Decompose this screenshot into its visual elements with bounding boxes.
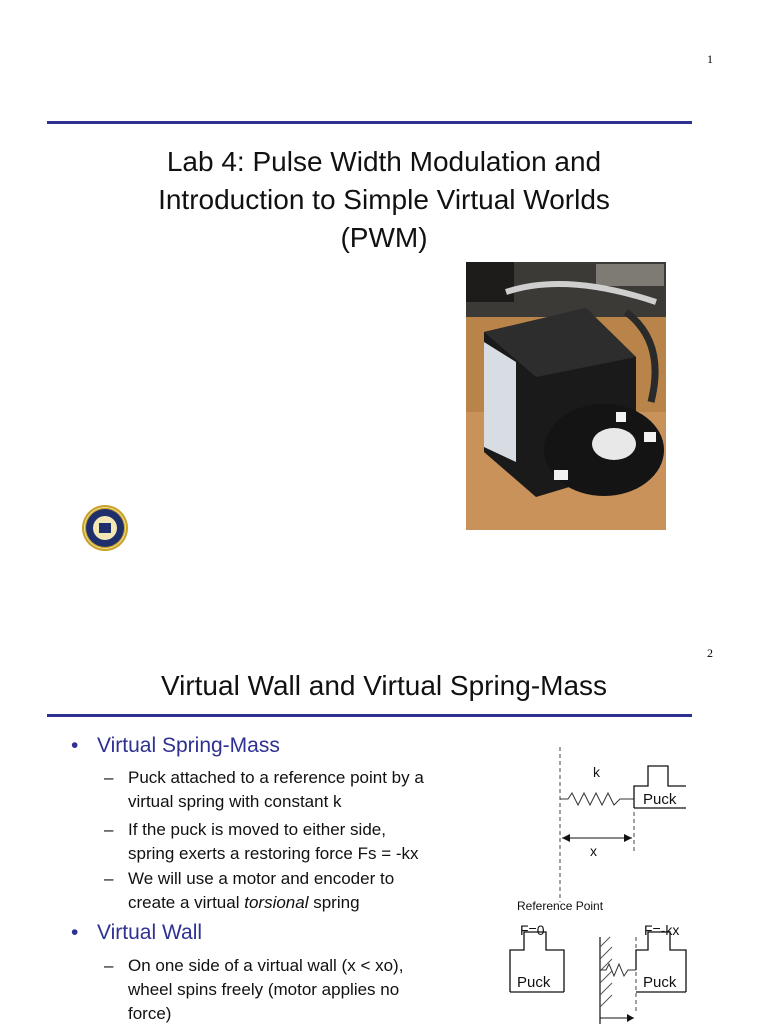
sub-bullet-text: spring	[308, 893, 360, 912]
sub-bullet-item	[104, 818, 419, 866]
sub-bullet-line	[128, 891, 394, 915]
sub-bullet-text: create a virtual	[128, 893, 245, 912]
slide-title: Virtual Wall and Virtual Spring-Mass	[160, 670, 608, 701]
dash-icon: –	[104, 869, 114, 888]
spring-mass-diagram	[500, 742, 700, 1024]
force-zero-label: F=0	[520, 922, 545, 938]
wall-hatch-icon	[600, 937, 612, 1007]
sub-bullet-line: On one side of a virtual wall (x < xo),	[128, 956, 404, 975]
sub-bullet-line: wheel spins freely (motor applies no	[128, 980, 400, 999]
page-number: 1	[707, 52, 713, 66]
sub-bullet-line: Puck attached to a reference point by a	[128, 768, 424, 787]
university-seal-icon	[81, 504, 129, 552]
title-line: Introduction to Simple Virtual Worlds	[158, 184, 610, 215]
page-number: 2	[707, 646, 713, 660]
slide-title	[60, 143, 708, 257]
arrow-right-icon	[624, 834, 632, 842]
sub-bullet-item	[104, 766, 424, 814]
arrow-right-icon	[627, 1014, 634, 1022]
title-line: Lab 4: Pulse Width Modulation and	[166, 146, 602, 177]
device-photo	[466, 262, 666, 530]
bullet-text: Virtual Spring-Mass	[97, 734, 280, 757]
title-rule	[47, 121, 692, 124]
sub-bullet-line: force)	[128, 1004, 172, 1023]
sub-bullet-line: We will use a motor and encoder to	[128, 869, 395, 888]
dash-icon: –	[104, 956, 114, 975]
reference-point-label: Reference Point	[517, 899, 604, 913]
spring-icon	[560, 793, 634, 805]
title-rule	[47, 714, 692, 717]
puck-label: Puck	[643, 791, 677, 808]
emphasis-text: torsional	[244, 893, 309, 912]
puck-right-label: Puck	[643, 974, 677, 991]
bullet-dot-icon: •	[71, 921, 79, 944]
bullet-item	[71, 921, 203, 945]
bullet-text: Virtual Wall	[97, 921, 203, 944]
bullet-item	[71, 734, 280, 758]
sub-bullet-line: spring exerts a restoring force Fs = -kx	[128, 844, 419, 863]
puck-left-label: Puck	[517, 974, 551, 991]
sub-bullet-item	[104, 867, 395, 915]
sub-bullet-item	[104, 954, 404, 1026]
force-kx-label: F=-kx	[644, 922, 680, 938]
k-label: k	[593, 764, 600, 780]
arrow-left-icon	[562, 834, 570, 842]
x-label: x	[590, 843, 597, 859]
sub-bullet-line: If the puck is moved to either side,	[128, 820, 386, 839]
title-line: (PWM)	[340, 222, 428, 253]
bullet-dot-icon: •	[71, 734, 79, 757]
sub-bullet-line: virtual spring with constant k	[128, 792, 342, 811]
dash-icon: –	[104, 768, 114, 787]
dash-icon: –	[104, 820, 114, 839]
